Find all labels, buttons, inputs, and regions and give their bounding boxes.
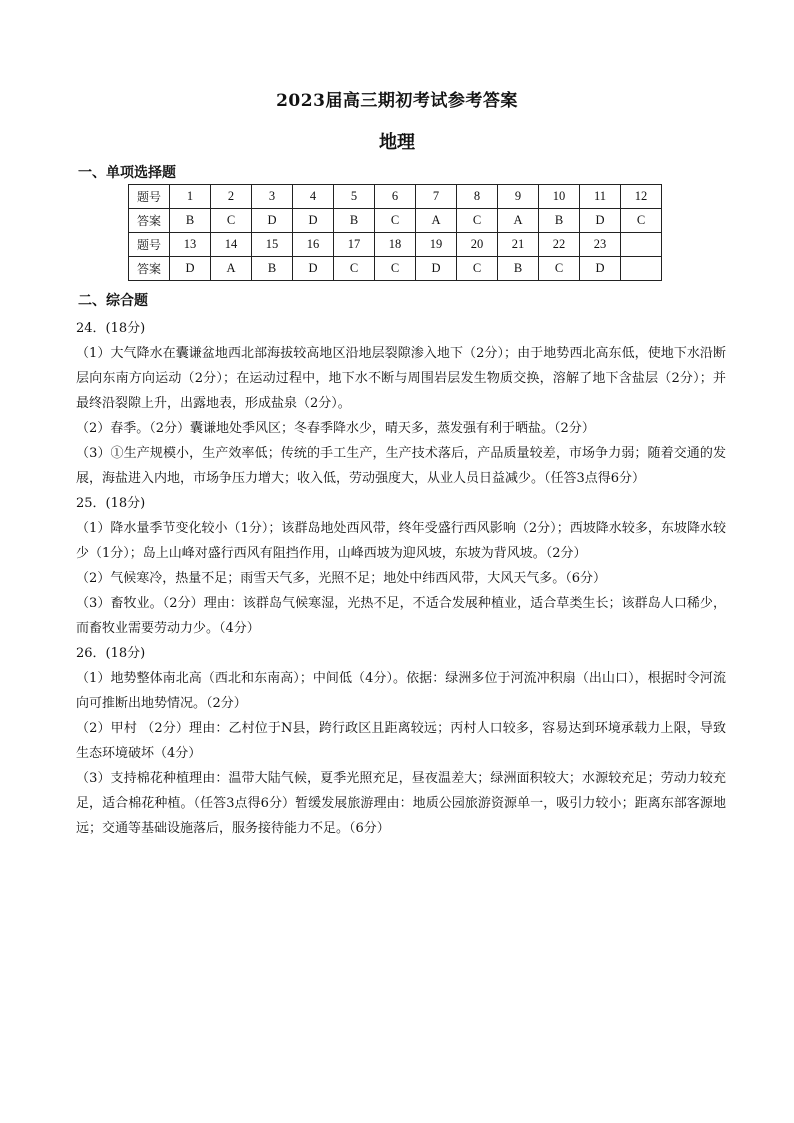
- answer-table-cell: 12: [621, 185, 662, 209]
- answer-table-row: [129, 257, 662, 281]
- question-25-heading: 25．(18分): [76, 496, 146, 511]
- answer-table-cell: 5: [334, 185, 375, 209]
- answer-table-row-label: 题号: [129, 233, 170, 257]
- answer-table-cell: 4: [293, 185, 334, 209]
- answer-table-cell: 13: [170, 233, 211, 257]
- answer-table: [128, 184, 662, 281]
- question-25-part-3: （3）畜牧业。（2分）理由：该群岛气候寒湿，光热不足，不适合发展种植业，适合草类生长；该群岛人口稀少，而畜牧业需要劳动力少。（4分）: [76, 596, 726, 636]
- answer-table-cell: 8: [457, 185, 498, 209]
- answer-table-cell: B: [252, 257, 293, 281]
- answer-table-cell: 23: [580, 233, 621, 257]
- answer-table-cell: D: [293, 257, 334, 281]
- answer-table-cell: 10: [539, 185, 580, 209]
- answer-table-cell: C: [211, 209, 252, 233]
- answer-table-cell: 14: [211, 233, 252, 257]
- section-heading-comprehensive: 二、综合题: [78, 293, 148, 309]
- answer-table-cell: D: [252, 209, 293, 233]
- answer-table-cell: 15: [252, 233, 293, 257]
- question-24-heading: 24．(18分): [76, 321, 146, 336]
- answer-table-cell: C: [375, 257, 416, 281]
- answer-table-cell: 21: [498, 233, 539, 257]
- answer-table-cell: D: [580, 209, 621, 233]
- answer-table-cell: C: [457, 209, 498, 233]
- answer-content: [76, 316, 726, 841]
- answer-table-cell: D: [293, 209, 334, 233]
- answer-table-cell: C: [334, 257, 375, 281]
- answer-table-row-label: 答案: [129, 257, 170, 281]
- question-24-part-1: （1）大气降水在囊谦盆地西北部海拔较高地区沿地层裂隙渗入地下（2分）；由于地势西北高东低，使地下水沿断层向东南方向运动（2分）；在运动过程中，地下水不断与周围岩层发生物质交换，溶解了地下含盐层（2分）；并最终沿裂隙上升，出露地表，形成盐泉（2分）。: [76, 346, 726, 411]
- answer-table-cell: 1: [170, 185, 211, 209]
- answer-table-cell: 20: [457, 233, 498, 257]
- question-26-part-3: （3）支持棉花种植理由：温带大陆气候，夏季光照充足，昼夜温差大；绿洲面积较大；水源较充足；劳动力较充足，适合棉花种植。（任答3点得6分）暂缓发展旅游理由：地质公园旅游资源单一，吸引力较小；距离东部客源地远；交通等基础设施落后，服务接待能力不足。（6分）: [76, 771, 726, 836]
- answer-table-row: [129, 233, 662, 257]
- answer-table-row: [129, 209, 662, 233]
- answer-table-cell: 6: [375, 185, 416, 209]
- answer-table-cell: B: [539, 209, 580, 233]
- answer-table-cell: [621, 257, 662, 281]
- question-25-part-1: （1）降水量季节变化较小（1分）；该群岛地处西风带，终年受盛行西风影响（2分）；西坡降水较多，东坡降水较少（1分）；岛上山峰对盛行西风有阻挡作用，山峰西坡为迎风坡，东坡为背风坡。（2分）: [76, 521, 726, 561]
- answer-table-cell: D: [416, 257, 457, 281]
- answer-table-cell: B: [170, 209, 211, 233]
- answer-table-cell: A: [416, 209, 457, 233]
- question-24-part-3: （3）①生产规模小，生产效率低；传统的手工生产，生产技术落后，产品质量较差，市场争力弱；随着交通的发展，海盐进入内地，市场争压力增大；收入低，劳动强度大，从业人员日益减少。（任答3点得6分）: [76, 446, 726, 486]
- answer-table-row-label: 题号: [129, 185, 170, 209]
- answer-table-cell: C: [375, 209, 416, 233]
- question-24-part-2: （2）春季。（2分）囊谦地处季风区；冬春季降水少，晴天多，蒸发强有利于晒盐。（2分）: [76, 421, 595, 436]
- question-26-part-1: （1）地势整体南北高（西北和东南高）；中间低（4分）。依据：绿洲多位于河流冲积扇（出山口），根据时令河流向可推断出地势情况。（2分）: [76, 671, 726, 711]
- answer-table-cell: 16: [293, 233, 334, 257]
- answer-table-cell: 9: [498, 185, 539, 209]
- answer-table-cell: 11: [580, 185, 621, 209]
- answer-table-cell: C: [457, 257, 498, 281]
- section-heading-choice: 一、单项选择题: [78, 165, 176, 181]
- page-title: 2023届高三期初考试参考答案: [276, 91, 518, 111]
- answer-table-cell: C: [539, 257, 580, 281]
- answer-table-row-label: 答案: [129, 209, 170, 233]
- answer-table-cell: 19: [416, 233, 457, 257]
- answer-table-cell: [621, 233, 662, 257]
- question-25-part-2: （2）气候寒冷，热量不足；雨雪天气多，光照不足；地处中纬西风带，大风天气多。（6分）: [76, 571, 607, 586]
- answer-table-cell: 22: [539, 233, 580, 257]
- answer-table-cell: B: [498, 257, 539, 281]
- answer-table-cell: 7: [416, 185, 457, 209]
- answer-table-cell: D: [580, 257, 621, 281]
- question-26-heading: 26．(18分): [76, 646, 146, 661]
- answer-table-cell: A: [211, 257, 252, 281]
- answer-table-cell: 17: [334, 233, 375, 257]
- subject-title: 地理: [379, 132, 415, 153]
- answer-table-cell: 3: [252, 185, 293, 209]
- answer-table-cell: C: [621, 209, 662, 233]
- answer-table-cell: A: [498, 209, 539, 233]
- question-26-part-2: （2）甲村 （2分）理由：乙村位于N县，跨行政区且距离较远；丙村人口较多，容易达到环境承载力上限，导致生态环境破坏（4分）: [76, 721, 726, 761]
- answer-table-cell: 2: [211, 185, 252, 209]
- answer-table-cell: D: [170, 257, 211, 281]
- answer-table-cell: B: [334, 209, 375, 233]
- answer-table-row: [129, 185, 662, 209]
- answer-table-cell: 18: [375, 233, 416, 257]
